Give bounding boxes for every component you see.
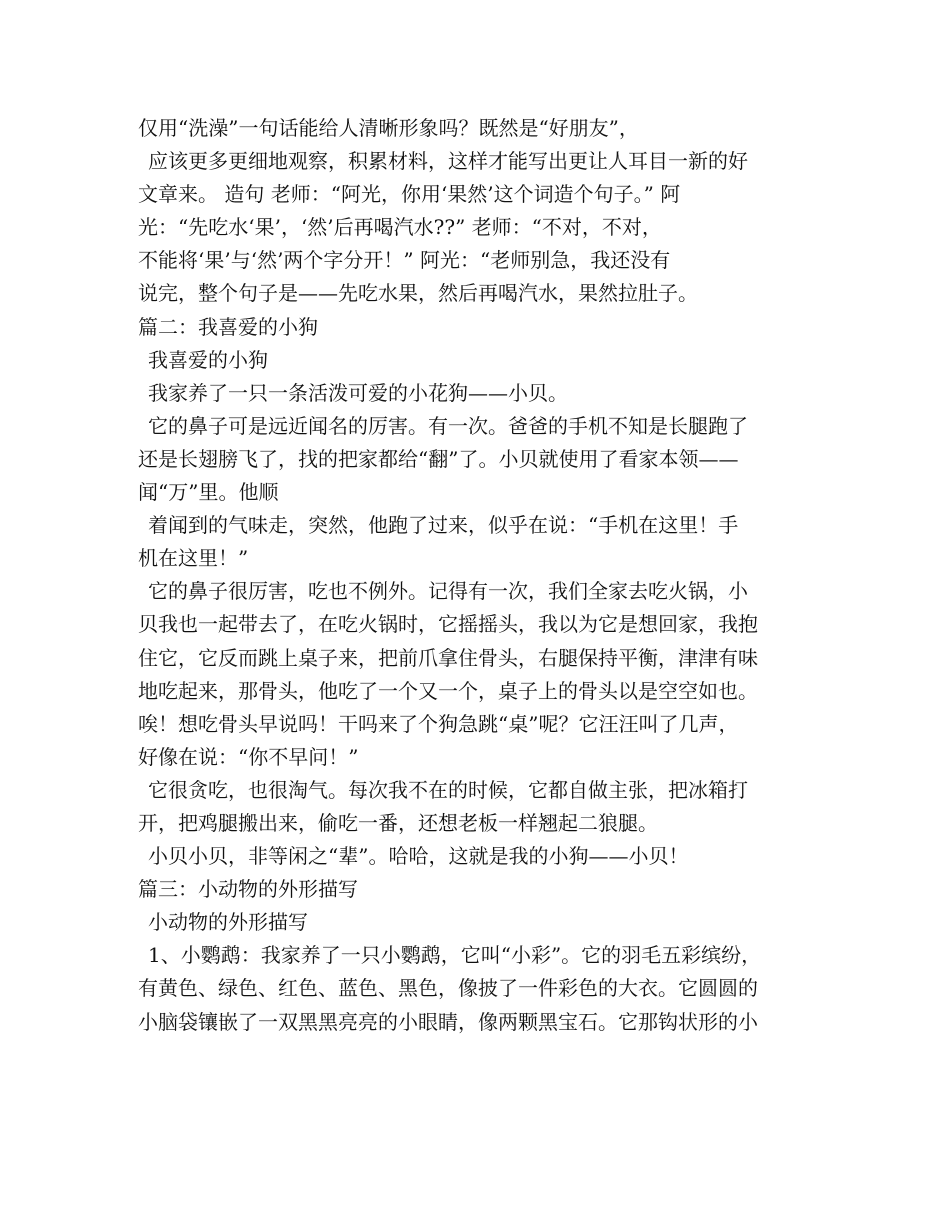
text-line: 贝我也一起带去了，在吃火锅时，它摇摇头，我以为它是想回家，我抱 <box>138 612 758 637</box>
text-line: 小动物的外形描写 <box>148 910 308 935</box>
text-line: 说完，整个句子是——先吃水果，然后再喝汽水，果然拉肚子。 <box>138 281 698 306</box>
text-line: 应该更多更细地观察，积累材料，这样才能写出更让人耳目一新的好 <box>148 149 748 174</box>
text-line: 我喜爱的小狗 <box>148 347 268 372</box>
text-line: 住它，它反而跳上桌子来，把前爪拿住骨头，右腿保持平衡，津津有味 <box>138 645 758 670</box>
document-body <box>138 112 818 1039</box>
text-line: 着闻到的气味走，突然，他跑了过来，似乎在说：“手机在这里！手 <box>148 513 739 538</box>
text-line: 不能将‘果’与‘然’两个字分开！” 阿光：“老师别急，我还没有 <box>138 248 671 273</box>
text-line: 有黄色、绿色、红色、蓝色、黑色，像披了一件彩色的大衣。它圆圆的 <box>138 976 758 1001</box>
text-line: 唉！想吃骨头早说吗！干吗来了个狗急跳“桌”呢？它汪汪叫了几声， <box>138 711 739 736</box>
text-line: 小脑袋镶嵌了一双黑黑亮亮的小眼睛，像两颗黑宝石。它那钩状形的小 <box>138 1009 758 1034</box>
text-line: 它很贪吃，也很淘气。每次我不在的时候，它都自做主张，把冰箱打 <box>148 777 748 802</box>
text-line: 篇二：我喜爱的小狗 <box>138 314 318 339</box>
text-line: 机在这里！” <box>138 546 249 571</box>
text-line: 小贝小贝，非等闲之“辈”。哈哈，这就是我的小狗——小贝！ <box>148 844 689 869</box>
text-line: 它的鼻子很厉害，吃也不例外。记得有一次，我们全家去吃火锅，小 <box>148 579 748 604</box>
text-line: 篇三：小动物的外形描写 <box>138 877 358 902</box>
text-line: 地吃起来，那骨头，他吃了一个又一个，桌子上的骨头以是空空如也。 <box>138 678 758 703</box>
text-line: 它的鼻子可是远近闻名的厉害。有一次。爸爸的手机不知是长腿跑了 <box>148 413 748 438</box>
text-line: 我家养了一只一条活泼可爱的小花狗——小贝。 <box>148 380 568 405</box>
text-line: 文章来。 造句 老师：“阿光，你用‘果然’这个词造个句子。” 阿 <box>138 182 681 207</box>
text-line: 开，把鸡腿搬出来，偷吃一番，还想老板一样翘起二狼腿。 <box>138 810 658 835</box>
text-line: 光：“先吃水‘果’，‘然’后再喝汽水??” 老师：“不对，不对， <box>138 215 662 240</box>
text-line: 1、小鹦鹉：我家养了一只小鹦鹉，它叫“小彩”。它的羽毛五彩缤纷， <box>148 943 762 968</box>
text-line: 好像在说：“你不早问！” <box>138 744 359 769</box>
text-line: 仅用“洗澡”一句话能给人清晰形象吗？既然是“好朋友”， <box>138 116 639 140</box>
text-line: 闻“万”里。他顺 <box>138 480 279 505</box>
text-line: 还是长翅膀飞了，找的把家都给“翻”了。小贝就使用了看家本领—— <box>138 446 739 471</box>
